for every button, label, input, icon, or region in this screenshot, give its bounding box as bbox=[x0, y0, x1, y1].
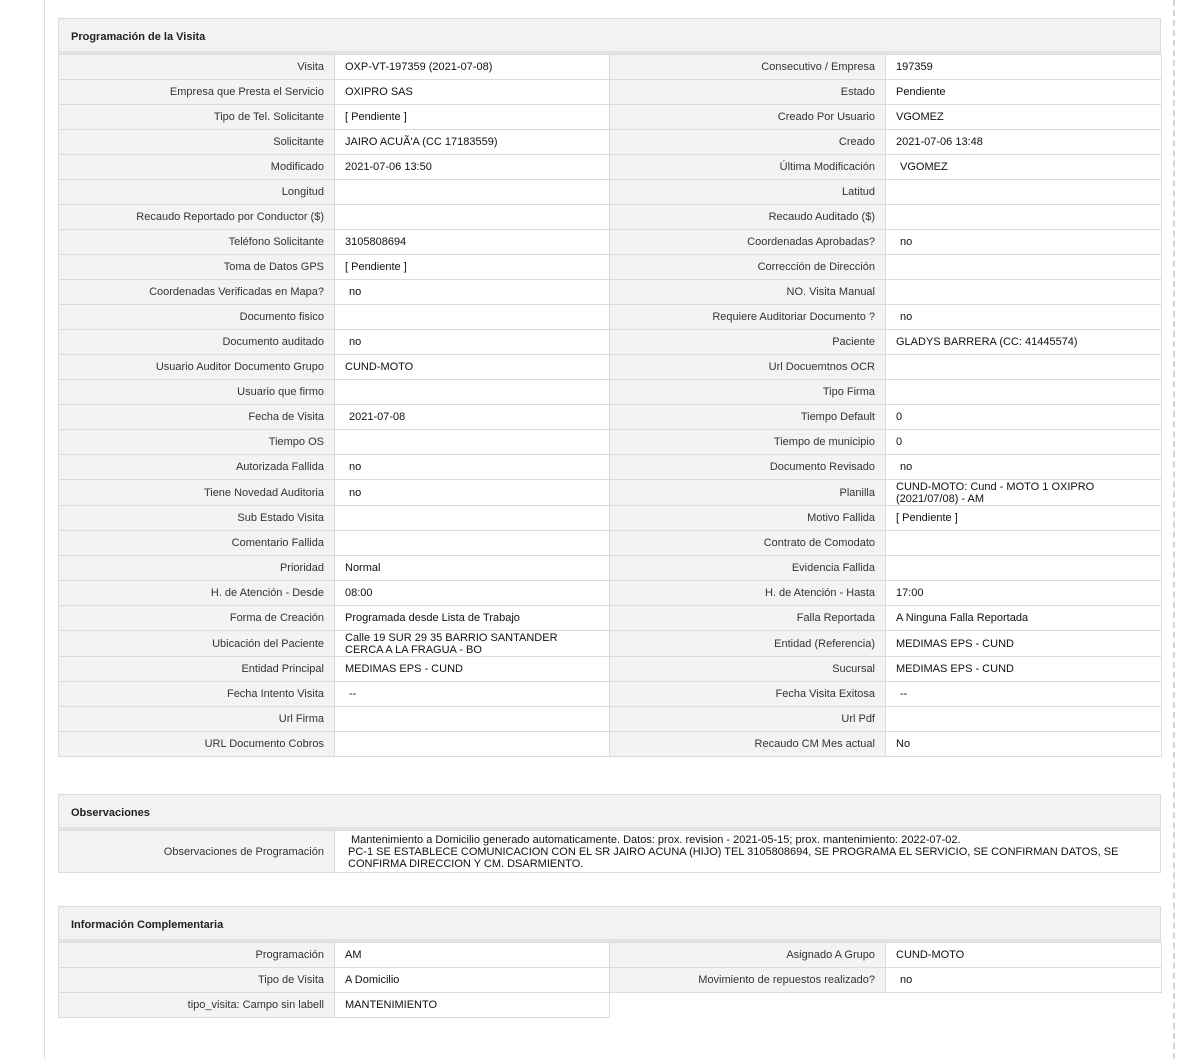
table-row bbox=[59, 606, 1162, 631]
table-row bbox=[59, 480, 1162, 506]
left-border bbox=[44, 0, 45, 1059]
table-row bbox=[59, 230, 1162, 255]
field-label-prioridad: Prioridad bbox=[59, 556, 335, 581]
field-value-programacion: AM bbox=[335, 943, 610, 968]
field-label-tiempo-default: Tiempo Default bbox=[610, 405, 886, 430]
field-label-longitud: Longitud bbox=[59, 180, 335, 205]
field-value-asignado-a-grupo: CUND-MOTO bbox=[886, 943, 1162, 968]
field-value-paciente: GLADYS BARRERA (CC: 41445574) bbox=[886, 330, 1162, 355]
field-label-telefono-solicitante: Teléfono Solicitante bbox=[59, 230, 335, 255]
table-row bbox=[59, 581, 1162, 606]
field-value-empresa-que-presta-el-servicio: OXIPRO SAS bbox=[335, 80, 610, 105]
field-value-url-pdf bbox=[886, 707, 1162, 732]
empty-cell bbox=[610, 993, 886, 1018]
field-label-tiene-novedad-auditoria: Tiene Novedad Auditoria bbox=[59, 480, 335, 506]
field-label-paciente: Paciente bbox=[610, 330, 886, 355]
table-row bbox=[59, 455, 1162, 480]
empty-cell bbox=[886, 993, 1162, 1018]
field-label-contrato-de-comodato: Contrato de Comodato bbox=[610, 531, 886, 556]
field-label-toma-de-datos-gps: Toma de Datos GPS bbox=[59, 255, 335, 280]
observaciones-table bbox=[58, 830, 1161, 873]
field-label-url-firma: Url Firma bbox=[59, 707, 335, 732]
table-row bbox=[59, 831, 1161, 873]
table-row bbox=[59, 380, 1162, 405]
field-value-creado: 2021-07-06 13:48 bbox=[886, 130, 1162, 155]
table-row bbox=[59, 280, 1162, 305]
field-value-no-visita-manual bbox=[886, 280, 1162, 305]
table-row bbox=[59, 943, 1162, 968]
field-label-empresa-que-presta-el-servicio: Empresa que Presta el Servicio bbox=[59, 80, 335, 105]
field-value-consecutivo-empresa: 197359 bbox=[886, 55, 1162, 80]
programacion-panel bbox=[58, 18, 1161, 757]
field-value-creado-por-usuario: VGOMEZ bbox=[886, 105, 1162, 130]
field-value-fecha-visita-exitosa: -- bbox=[886, 682, 1162, 707]
field-value-correccion-de-direccion bbox=[886, 255, 1162, 280]
field-value-coordenadas-aprobadas: no bbox=[886, 230, 1162, 255]
field-label-correccion-de-direccion: Corrección de Dirección bbox=[610, 255, 886, 280]
field-value-tipo-de-visita: A Domicilio bbox=[335, 968, 610, 993]
field-value-toma-de-datos-gps: [ Pendiente ] bbox=[335, 255, 610, 280]
field-value-solicitante: JAIRO ACUÃ'A (CC 17183559) bbox=[335, 130, 610, 155]
field-label-usuario-que-firmo: Usuario que firmo bbox=[59, 380, 335, 405]
field-label-sub-estado-visita: Sub Estado Visita bbox=[59, 506, 335, 531]
field-label-tiempo-os: Tiempo OS bbox=[59, 430, 335, 455]
table-row bbox=[59, 130, 1162, 155]
observaciones-line1: Mantenimiento a Domicilio generado automaticamente. Datos: prox. revision - 2021-05-15; prox. mantenimiento: 2022-07-02. bbox=[351, 833, 961, 846]
field-label-ubicacion-del-paciente: Ubicación del Paciente bbox=[59, 631, 335, 657]
field-label-tipo-de-tel-solicitante: Tipo de Tel. Solicitante bbox=[59, 105, 335, 130]
field-value-tiempo-os bbox=[335, 430, 610, 455]
table-row bbox=[59, 556, 1162, 581]
field-label-asignado-a-grupo: Asignado A Grupo bbox=[610, 943, 886, 968]
field-value-documento-revisado: no bbox=[886, 455, 1162, 480]
field-value-url-docuemtnos-ocr bbox=[886, 355, 1162, 380]
table-row bbox=[59, 682, 1162, 707]
table-row bbox=[59, 707, 1162, 732]
field-label-documento-auditado: Documento auditado bbox=[59, 330, 335, 355]
field-value-documento-auditado: no bbox=[335, 330, 610, 355]
field-value-tiempo-default: 0 bbox=[886, 405, 1162, 430]
field-label-tiempo-de-municipio: Tiempo de municipio bbox=[610, 430, 886, 455]
field-label-movimiento-de-repuestos-realizado: Movimiento de repuestos realizado? bbox=[610, 968, 886, 993]
table-row bbox=[59, 180, 1162, 205]
field-value-falla-reportada: A Ninguna Falla Reportada bbox=[886, 606, 1162, 631]
field-label-falla-reportada: Falla Reportada bbox=[610, 606, 886, 631]
field-label-coordenadas-aprobadas: Coordenadas Aprobadas? bbox=[610, 230, 886, 255]
field-label-forma-de-creacion: Forma de Creación bbox=[59, 606, 335, 631]
table-row bbox=[59, 205, 1162, 230]
table-row bbox=[59, 732, 1162, 757]
field-value-recaudo-auditado bbox=[886, 205, 1162, 230]
field-value-coordenadas-verificadas-en-mapa: no bbox=[335, 280, 610, 305]
field-label-creado: Creado bbox=[610, 130, 886, 155]
programacion-title: Programación de la Visita bbox=[58, 18, 1161, 54]
right-dashed-border bbox=[1173, 0, 1175, 1059]
observaciones-label: Observaciones de Programación bbox=[59, 831, 335, 873]
field-label-ultima-modificacion: Última Modificación bbox=[610, 155, 886, 180]
field-value-fecha-intento-visita: -- bbox=[335, 682, 610, 707]
field-value-ultima-modificacion: VGOMEZ bbox=[886, 155, 1162, 180]
field-value-url-documento-cobros bbox=[335, 732, 610, 757]
field-label-tipo-de-visita: Tipo de Visita bbox=[59, 968, 335, 993]
field-value-latitud bbox=[886, 180, 1162, 205]
field-label-url-documento-cobros: URL Documento Cobros bbox=[59, 732, 335, 757]
field-value-modificado: 2021-07-06 13:50 bbox=[335, 155, 610, 180]
field-value-recaudo-cm-mes-actual: No bbox=[886, 732, 1162, 757]
table-row bbox=[59, 531, 1162, 556]
field-value-entidad-referencia: MEDIMAS EPS - CUND bbox=[886, 631, 1162, 657]
field-label-no-visita-manual: NO. Visita Manual bbox=[610, 280, 886, 305]
table-row bbox=[59, 155, 1162, 180]
field-label-solicitante: Solicitante bbox=[59, 130, 335, 155]
field-value-planilla: CUND-MOTO: Cund - MOTO 1 OXIPRO (2021/07/08) - AM bbox=[886, 480, 1162, 506]
field-label-url-docuemtnos-ocr: Url Docuemtnos OCR bbox=[610, 355, 886, 380]
field-value-tipo-visita-campo-sin-labell: MANTENIMIENTO bbox=[335, 993, 610, 1018]
field-label-recaudo-reportado-por-conductor: Recaudo Reportado por Conductor ($) bbox=[59, 205, 335, 230]
field-value-tipo-firma bbox=[886, 380, 1162, 405]
field-value-visita: OXP-VT-197359 (2021-07-08) bbox=[335, 55, 610, 80]
field-label-programacion: Programación bbox=[59, 943, 335, 968]
field-value-recaudo-reportado-por-conductor bbox=[335, 205, 610, 230]
field-label-tipo-firma: Tipo Firma bbox=[610, 380, 886, 405]
table-row bbox=[59, 506, 1162, 531]
field-value-sucursal: MEDIMAS EPS - CUND bbox=[886, 657, 1162, 682]
field-value-prioridad: Normal bbox=[335, 556, 610, 581]
programacion-table bbox=[58, 54, 1162, 757]
field-label-entidad-principal: Entidad Principal bbox=[59, 657, 335, 682]
field-label-recaudo-cm-mes-actual: Recaudo CM Mes actual bbox=[610, 732, 886, 757]
complementaria-panel bbox=[58, 906, 1161, 1018]
field-label-entidad-referencia: Entidad (Referencia) bbox=[610, 631, 886, 657]
field-label-sucursal: Sucursal bbox=[610, 657, 886, 682]
observaciones-line2: PC-1 SE ESTABLECE COMUNICACION CON EL SR JAIRO ACUNA (HIJO) TEL 3105808694, SE PROGRAMA EL SERVICIO, SE CONFIRMAN DATOS, SE CONFIRMA DIRECCION Y CM. DSARMIENTO. bbox=[348, 845, 1119, 870]
field-label-creado-por-usuario: Creado Por Usuario bbox=[610, 105, 886, 130]
field-label-motivo-fallida: Motivo Fallida bbox=[610, 506, 886, 531]
field-value-requiere-auditoriar-documento: no bbox=[886, 305, 1162, 330]
field-value-evidencia-fallida bbox=[886, 556, 1162, 581]
table-row bbox=[59, 993, 1162, 1018]
table-row bbox=[59, 631, 1162, 657]
field-label-planilla: Planilla bbox=[610, 480, 886, 506]
table-row bbox=[59, 355, 1162, 380]
observaciones-value bbox=[335, 831, 1161, 873]
table-row bbox=[59, 80, 1162, 105]
field-value-ubicacion-del-paciente: Calle 19 SUR 29 35 BARRIO SANTANDER CERCA A LA FRAGUA - BO bbox=[335, 631, 610, 657]
table-row bbox=[59, 330, 1162, 355]
field-label-visita: Visita bbox=[59, 55, 335, 80]
field-label-h-de-atencion-hasta: H. de Atención - Hasta bbox=[610, 581, 886, 606]
field-value-tipo-de-tel-solicitante: [ Pendiente ] bbox=[335, 105, 610, 130]
field-label-recaudo-auditado: Recaudo Auditado ($) bbox=[610, 205, 886, 230]
field-value-autorizada-fallida: no bbox=[335, 455, 610, 480]
field-label-fecha-intento-visita: Fecha Intento Visita bbox=[59, 682, 335, 707]
field-label-autorizada-fallida: Autorizada Fallida bbox=[59, 455, 335, 480]
field-label-fecha-de-visita: Fecha de Visita bbox=[59, 405, 335, 430]
field-label-h-de-atencion-desde: H. de Atención - Desde bbox=[59, 581, 335, 606]
field-value-entidad-principal: MEDIMAS EPS - CUND bbox=[335, 657, 610, 682]
field-value-contrato-de-comodato bbox=[886, 531, 1162, 556]
field-value-usuario-que-firmo bbox=[335, 380, 610, 405]
field-label-tipo-visita-campo-sin-labell: tipo_visita: Campo sin labell bbox=[59, 993, 335, 1018]
table-row bbox=[59, 105, 1162, 130]
field-value-documento-fisico bbox=[335, 305, 610, 330]
field-label-evidencia-fallida: Evidencia Fallida bbox=[610, 556, 886, 581]
field-value-usuario-auditor-documento-grupo: CUND-MOTO bbox=[335, 355, 610, 380]
field-value-sub-estado-visita bbox=[335, 506, 610, 531]
field-label-fecha-visita-exitosa: Fecha Visita Exitosa bbox=[610, 682, 886, 707]
field-label-documento-fisico: Documento fisico bbox=[59, 305, 335, 330]
observaciones-panel bbox=[58, 794, 1161, 873]
field-value-estado: Pendiente bbox=[886, 80, 1162, 105]
field-label-consecutivo-empresa: Consecutivo / Empresa bbox=[610, 55, 886, 80]
table-row bbox=[59, 430, 1162, 455]
table-row bbox=[59, 255, 1162, 280]
field-value-tiene-novedad-auditoria: no bbox=[335, 480, 610, 506]
field-value-h-de-atencion-desde: 08:00 bbox=[335, 581, 610, 606]
field-label-latitud: Latitud bbox=[610, 180, 886, 205]
field-label-url-pdf: Url Pdf bbox=[610, 707, 886, 732]
field-value-fecha-de-visita: 2021-07-08 bbox=[335, 405, 610, 430]
field-value-telefono-solicitante: 3105808694 bbox=[335, 230, 610, 255]
field-label-estado: Estado bbox=[610, 80, 886, 105]
field-value-movimiento-de-repuestos-realizado: no bbox=[886, 968, 1162, 993]
table-row bbox=[59, 55, 1162, 80]
table-row bbox=[59, 968, 1162, 993]
field-label-comentario-fallida: Comentario Fallida bbox=[59, 531, 335, 556]
observaciones-title: Observaciones bbox=[58, 794, 1161, 830]
field-value-motivo-fallida: [ Pendiente ] bbox=[886, 506, 1162, 531]
field-value-longitud bbox=[335, 180, 610, 205]
field-label-usuario-auditor-documento-grupo: Usuario Auditor Documento Grupo bbox=[59, 355, 335, 380]
field-label-requiere-auditoriar-documento: Requiere Auditoriar Documento ? bbox=[610, 305, 886, 330]
complementaria-table bbox=[58, 942, 1162, 1018]
field-value-forma-de-creacion: Programada desde Lista de Trabajo bbox=[335, 606, 610, 631]
field-label-modificado: Modificado bbox=[59, 155, 335, 180]
complementaria-title: Información Complementaria bbox=[58, 906, 1161, 942]
table-row bbox=[59, 657, 1162, 682]
field-value-url-firma bbox=[335, 707, 610, 732]
field-label-documento-revisado: Documento Revisado bbox=[610, 455, 886, 480]
field-label-coordenadas-verificadas-en-mapa: Coordenadas Verificadas en Mapa? bbox=[59, 280, 335, 305]
field-value-tiempo-de-municipio: 0 bbox=[886, 430, 1162, 455]
field-value-h-de-atencion-hasta: 17:00 bbox=[886, 581, 1162, 606]
field-value-comentario-fallida bbox=[335, 531, 610, 556]
table-row bbox=[59, 305, 1162, 330]
table-row bbox=[59, 405, 1162, 430]
